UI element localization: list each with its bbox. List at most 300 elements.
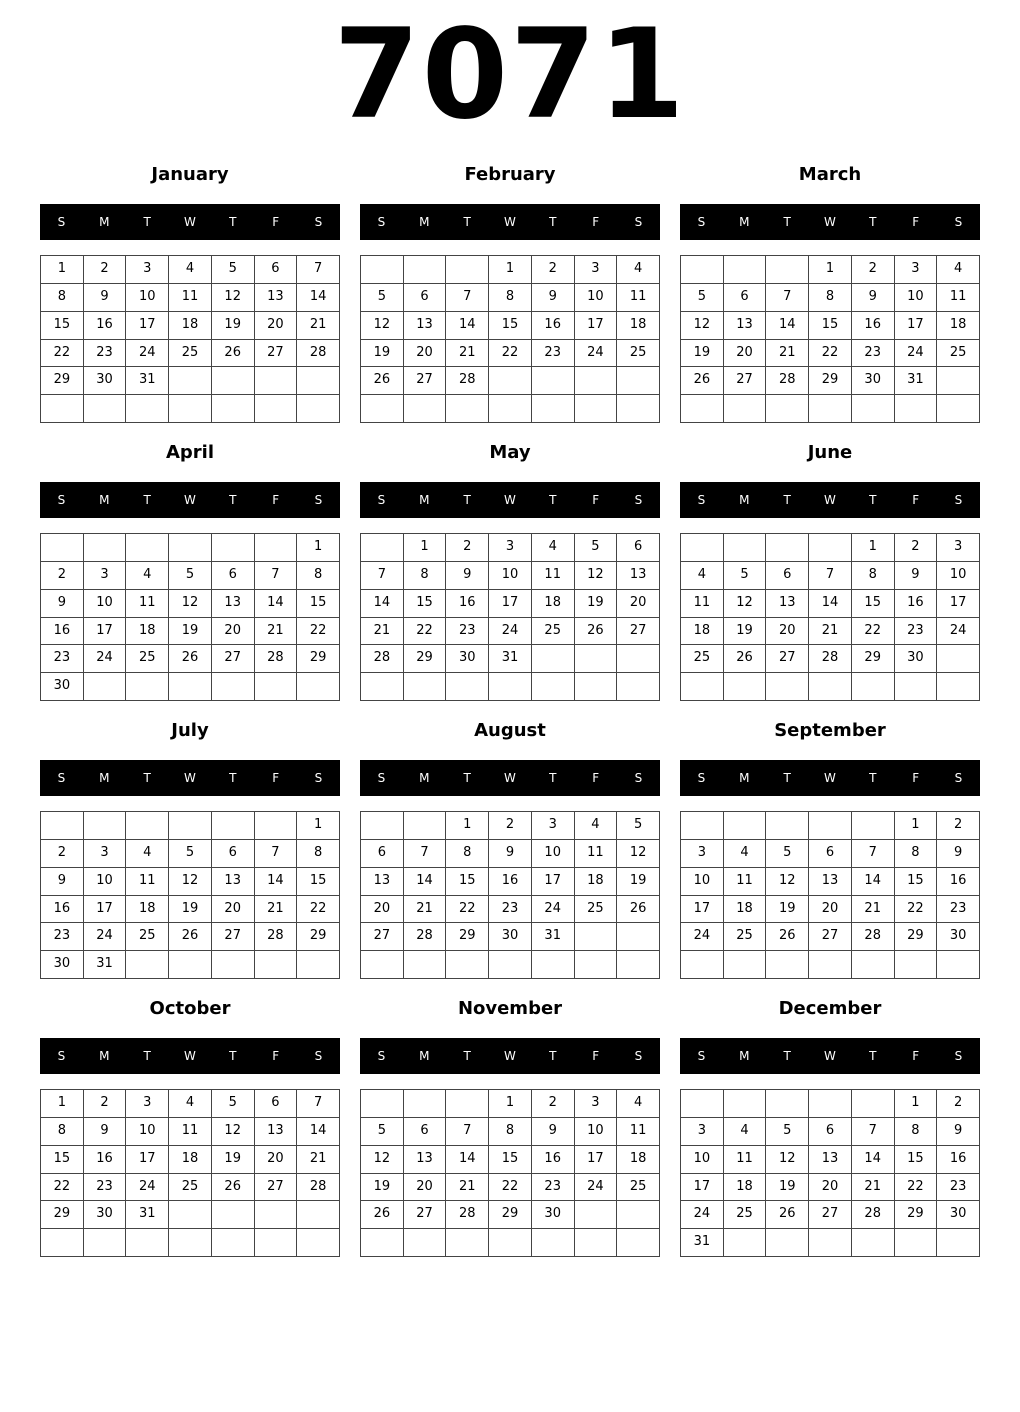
- weekday-label: T: [463, 771, 471, 785]
- day-cell: 27: [617, 618, 660, 646]
- day-cell: 5: [575, 534, 618, 562]
- empty-day-cell: [84, 395, 127, 423]
- weekday-label: S: [377, 215, 386, 229]
- day-cell: 9: [41, 868, 84, 896]
- day-cell: 14: [766, 312, 809, 340]
- empty-day-cell: [895, 951, 938, 979]
- days-grid: [40, 255, 340, 423]
- weekday-label: F: [272, 1049, 280, 1063]
- weekday-label: T: [783, 493, 791, 507]
- day-cell: 25: [724, 1201, 767, 1229]
- empty-day-cell: [766, 534, 809, 562]
- day-cell: 15: [297, 868, 340, 896]
- weekday-label: S: [697, 1049, 706, 1063]
- empty-day-cell: [489, 673, 532, 701]
- day-cell: 21: [446, 1174, 489, 1202]
- day-cell: 6: [404, 284, 447, 312]
- day-cell: 13: [809, 868, 852, 896]
- day-cell: 28: [297, 340, 340, 368]
- empty-day-cell: [681, 951, 724, 979]
- day-cell: 26: [169, 923, 212, 951]
- month-april: [40, 438, 340, 708]
- empty-day-cell: [212, 951, 255, 979]
- day-cell: 12: [617, 840, 660, 868]
- day-cell: 4: [617, 1090, 660, 1118]
- day-cell: 26: [212, 340, 255, 368]
- day-cell: 16: [41, 896, 84, 924]
- day-cell: 2: [532, 256, 575, 284]
- day-cell: 23: [895, 618, 938, 646]
- day-cell: 12: [169, 868, 212, 896]
- day-cell: 29: [895, 1201, 938, 1229]
- day-cell: 27: [212, 923, 255, 951]
- empty-day-cell: [84, 1229, 127, 1257]
- weekday-label: M: [419, 493, 430, 507]
- day-cell: 26: [681, 367, 724, 395]
- empty-day-cell: [255, 1229, 298, 1257]
- empty-day-cell: [84, 534, 127, 562]
- day-cell: 6: [255, 1090, 298, 1118]
- day-cell: 4: [575, 812, 618, 840]
- weekday-label: T: [143, 215, 151, 229]
- day-cell: 12: [212, 1118, 255, 1146]
- empty-day-cell: [724, 256, 767, 284]
- day-cell: 8: [297, 840, 340, 868]
- day-cell: 5: [766, 840, 809, 868]
- day-cell: 11: [575, 840, 618, 868]
- day-cell: 12: [766, 1146, 809, 1174]
- month-january: [40, 160, 340, 430]
- day-cell: 19: [169, 896, 212, 924]
- day-cell: 4: [169, 256, 212, 284]
- weekday-label: S: [954, 493, 963, 507]
- day-cell: 29: [489, 1201, 532, 1229]
- day-cell: 29: [404, 645, 447, 673]
- day-cell: 15: [895, 868, 938, 896]
- weekday-label: T: [783, 215, 791, 229]
- weekday-header: [680, 760, 980, 796]
- empty-day-cell: [617, 1201, 660, 1229]
- days-grid: [360, 1089, 660, 1257]
- day-cell: 25: [169, 1174, 212, 1202]
- month-november: [360, 994, 660, 1264]
- day-cell: 11: [724, 1146, 767, 1174]
- day-cell: 1: [41, 256, 84, 284]
- empty-day-cell: [852, 951, 895, 979]
- day-cell: 16: [532, 312, 575, 340]
- empty-day-cell: [212, 367, 255, 395]
- empty-day-cell: [446, 1090, 489, 1118]
- day-cell: 26: [575, 618, 618, 646]
- day-cell: 18: [575, 868, 618, 896]
- empty-day-cell: [575, 395, 618, 423]
- empty-day-cell: [681, 812, 724, 840]
- day-cell: 27: [724, 367, 767, 395]
- day-cell: 15: [41, 1146, 84, 1174]
- empty-day-cell: [724, 395, 767, 423]
- weekday-header: [40, 204, 340, 240]
- day-cell: 19: [766, 1174, 809, 1202]
- empty-day-cell: [724, 1090, 767, 1118]
- day-cell: 8: [895, 1118, 938, 1146]
- weekday-label: T: [549, 1049, 557, 1063]
- day-cell: 4: [724, 1118, 767, 1146]
- day-cell: 20: [809, 1174, 852, 1202]
- empty-day-cell: [212, 534, 255, 562]
- month-title: March: [798, 164, 862, 185]
- day-cell: 30: [84, 367, 127, 395]
- empty-day-cell: [809, 951, 852, 979]
- day-cell: 26: [724, 645, 767, 673]
- weekday-label: T: [869, 1049, 877, 1063]
- empty-day-cell: [809, 673, 852, 701]
- day-cell: 24: [575, 340, 618, 368]
- empty-day-cell: [446, 1229, 489, 1257]
- weekday-header: [680, 204, 980, 240]
- weekday-label: T: [783, 771, 791, 785]
- day-cell: 29: [895, 923, 938, 951]
- month-title: May: [489, 442, 531, 463]
- empty-day-cell: [126, 812, 169, 840]
- day-cell: 28: [297, 1174, 340, 1202]
- day-cell: 22: [41, 340, 84, 368]
- empty-day-cell: [212, 1201, 255, 1229]
- day-cell: 2: [532, 1090, 575, 1118]
- day-cell: 16: [489, 868, 532, 896]
- empty-day-cell: [255, 1201, 298, 1229]
- day-cell: 6: [404, 1118, 447, 1146]
- day-cell: 21: [255, 896, 298, 924]
- day-cell: 2: [41, 840, 84, 868]
- day-cell: 3: [84, 562, 127, 590]
- day-cell: 28: [361, 645, 404, 673]
- weekday-label: W: [184, 1049, 196, 1063]
- empty-day-cell: [617, 367, 660, 395]
- day-cell: 6: [212, 840, 255, 868]
- empty-day-cell: [361, 1090, 404, 1118]
- day-cell: 7: [852, 1118, 895, 1146]
- day-cell: 25: [532, 618, 575, 646]
- weekday-label: M: [739, 493, 750, 507]
- day-cell: 18: [681, 618, 724, 646]
- day-cell: 14: [809, 590, 852, 618]
- empty-day-cell: [41, 1229, 84, 1257]
- month-title: June: [807, 442, 853, 463]
- day-cell: 10: [681, 1146, 724, 1174]
- empty-day-cell: [446, 673, 489, 701]
- day-cell: 18: [126, 896, 169, 924]
- day-cell: 3: [126, 1090, 169, 1118]
- empty-day-cell: [489, 367, 532, 395]
- day-cell: 4: [724, 840, 767, 868]
- weekday-label: T: [549, 493, 557, 507]
- day-cell: 16: [937, 868, 980, 896]
- day-cell: 13: [766, 590, 809, 618]
- day-cell: 8: [41, 284, 84, 312]
- empty-day-cell: [212, 1229, 255, 1257]
- empty-day-cell: [255, 395, 298, 423]
- month-february: [360, 160, 660, 430]
- day-cell: 4: [681, 562, 724, 590]
- day-cell: 15: [489, 312, 532, 340]
- day-cell: 12: [766, 868, 809, 896]
- day-cell: 29: [297, 645, 340, 673]
- month-september: [680, 716, 980, 986]
- day-cell: 23: [852, 340, 895, 368]
- day-cell: 9: [41, 590, 84, 618]
- weekday-label: T: [229, 215, 237, 229]
- empty-day-cell: [255, 534, 298, 562]
- days-grid: [360, 811, 660, 979]
- day-cell: 14: [852, 868, 895, 896]
- empty-day-cell: [937, 367, 980, 395]
- empty-day-cell: [169, 951, 212, 979]
- day-cell: 3: [681, 840, 724, 868]
- day-cell: 14: [404, 868, 447, 896]
- day-cell: 3: [532, 812, 575, 840]
- empty-day-cell: [766, 951, 809, 979]
- month-may: [360, 438, 660, 708]
- day-cell: 21: [852, 1174, 895, 1202]
- day-cell: 5: [681, 284, 724, 312]
- day-cell: 15: [489, 1146, 532, 1174]
- empty-day-cell: [937, 951, 980, 979]
- weekday-label: S: [634, 1049, 643, 1063]
- weekday-label: M: [419, 1049, 430, 1063]
- empty-day-cell: [169, 812, 212, 840]
- day-cell: 22: [446, 896, 489, 924]
- empty-day-cell: [297, 951, 340, 979]
- day-cell: 30: [41, 673, 84, 701]
- empty-day-cell: [681, 256, 724, 284]
- day-cell: 10: [575, 284, 618, 312]
- day-cell: 28: [766, 367, 809, 395]
- day-cell: 12: [361, 312, 404, 340]
- day-cell: 17: [937, 590, 980, 618]
- day-cell: 9: [532, 284, 575, 312]
- empty-day-cell: [41, 812, 84, 840]
- weekday-header: [360, 204, 660, 240]
- day-cell: 18: [724, 896, 767, 924]
- weekday-header: [680, 482, 980, 518]
- day-cell: 17: [575, 1146, 618, 1174]
- day-cell: 1: [852, 534, 895, 562]
- day-cell: 10: [937, 562, 980, 590]
- day-cell: 16: [852, 312, 895, 340]
- day-cell: 16: [532, 1146, 575, 1174]
- day-cell: 9: [446, 562, 489, 590]
- empty-day-cell: [532, 673, 575, 701]
- day-cell: 20: [255, 312, 298, 340]
- empty-day-cell: [575, 951, 618, 979]
- day-cell: 13: [212, 590, 255, 618]
- empty-day-cell: [681, 395, 724, 423]
- day-cell: 1: [404, 534, 447, 562]
- weekday-label: S: [314, 493, 323, 507]
- day-cell: 7: [446, 284, 489, 312]
- empty-day-cell: [575, 673, 618, 701]
- month-title: September: [774, 720, 886, 741]
- day-cell: 1: [489, 1090, 532, 1118]
- month-title: April: [165, 442, 215, 463]
- day-cell: 24: [532, 896, 575, 924]
- day-cell: 22: [895, 896, 938, 924]
- empty-day-cell: [766, 395, 809, 423]
- day-cell: 3: [84, 840, 127, 868]
- day-cell: 10: [84, 868, 127, 896]
- weekday-label: T: [463, 493, 471, 507]
- empty-day-cell: [681, 1090, 724, 1118]
- day-cell: 18: [126, 618, 169, 646]
- day-cell: 30: [852, 367, 895, 395]
- day-cell: 26: [361, 1201, 404, 1229]
- weekday-header: [360, 482, 660, 518]
- day-cell: 27: [404, 1201, 447, 1229]
- weekday-label: S: [57, 1049, 66, 1063]
- day-cell: 9: [895, 562, 938, 590]
- empty-day-cell: [297, 1201, 340, 1229]
- day-cell: 17: [681, 1174, 724, 1202]
- day-cell: 23: [41, 645, 84, 673]
- day-cell: 9: [489, 840, 532, 868]
- day-cell: 23: [489, 896, 532, 924]
- empty-day-cell: [212, 395, 255, 423]
- day-cell: 23: [446, 618, 489, 646]
- weekday-label: W: [504, 771, 516, 785]
- day-cell: 2: [84, 1090, 127, 1118]
- weekday-label: W: [504, 493, 516, 507]
- empty-day-cell: [361, 951, 404, 979]
- day-cell: 8: [489, 284, 532, 312]
- empty-day-cell: [169, 1229, 212, 1257]
- day-cell: 29: [41, 1201, 84, 1229]
- weekday-label: T: [463, 1049, 471, 1063]
- day-cell: 24: [126, 340, 169, 368]
- empty-day-cell: [575, 1201, 618, 1229]
- day-cell: 16: [41, 618, 84, 646]
- weekday-label: S: [57, 771, 66, 785]
- day-cell: 6: [617, 534, 660, 562]
- day-cell: 7: [255, 840, 298, 868]
- day-cell: 18: [532, 590, 575, 618]
- weekday-label: M: [739, 1049, 750, 1063]
- weekday-label: S: [697, 493, 706, 507]
- weekday-label: F: [592, 215, 600, 229]
- empty-day-cell: [489, 1229, 532, 1257]
- day-cell: 22: [809, 340, 852, 368]
- day-cell: 14: [255, 590, 298, 618]
- day-cell: 6: [255, 256, 298, 284]
- day-cell: 19: [724, 618, 767, 646]
- day-cell: 10: [575, 1118, 618, 1146]
- weekday-label: S: [314, 215, 323, 229]
- day-cell: 24: [489, 618, 532, 646]
- day-cell: 21: [766, 340, 809, 368]
- weekday-label: W: [504, 1049, 516, 1063]
- day-cell: 14: [297, 284, 340, 312]
- weekday-label: S: [954, 1049, 963, 1063]
- day-cell: 20: [404, 340, 447, 368]
- day-cell: 8: [446, 840, 489, 868]
- empty-day-cell: [766, 812, 809, 840]
- empty-day-cell: [724, 951, 767, 979]
- weekday-header: [680, 1038, 980, 1074]
- weekday-label: S: [57, 493, 66, 507]
- day-cell: 1: [297, 534, 340, 562]
- day-cell: 30: [937, 923, 980, 951]
- day-cell: 9: [84, 1118, 127, 1146]
- day-cell: 25: [617, 340, 660, 368]
- empty-day-cell: [84, 673, 127, 701]
- day-cell: 30: [937, 1201, 980, 1229]
- day-cell: 1: [809, 256, 852, 284]
- day-cell: 14: [361, 590, 404, 618]
- day-cell: 22: [852, 618, 895, 646]
- day-cell: 21: [255, 618, 298, 646]
- empty-day-cell: [255, 673, 298, 701]
- day-cell: 13: [255, 1118, 298, 1146]
- day-cell: 6: [361, 840, 404, 868]
- day-cell: 29: [446, 923, 489, 951]
- day-cell: 20: [766, 618, 809, 646]
- day-cell: 25: [724, 923, 767, 951]
- day-cell: 2: [489, 812, 532, 840]
- day-cell: 31: [84, 951, 127, 979]
- day-cell: 1: [297, 812, 340, 840]
- weekday-header: [40, 1038, 340, 1074]
- year-title: 7071: [333, 3, 687, 147]
- day-cell: 28: [809, 645, 852, 673]
- day-cell: 17: [84, 618, 127, 646]
- day-cell: 19: [681, 340, 724, 368]
- day-cell: 29: [809, 367, 852, 395]
- day-cell: 25: [681, 645, 724, 673]
- day-cell: 6: [766, 562, 809, 590]
- day-cell: 1: [895, 1090, 938, 1118]
- empty-day-cell: [404, 256, 447, 284]
- empty-day-cell: [852, 1090, 895, 1118]
- day-cell: 5: [766, 1118, 809, 1146]
- weekday-label: S: [697, 771, 706, 785]
- weekday-label: T: [549, 215, 557, 229]
- empty-day-cell: [126, 951, 169, 979]
- day-cell: 7: [297, 256, 340, 284]
- empty-day-cell: [404, 1229, 447, 1257]
- weekday-label: T: [869, 771, 877, 785]
- empty-day-cell: [532, 645, 575, 673]
- weekday-label: T: [143, 771, 151, 785]
- day-cell: 19: [361, 1174, 404, 1202]
- day-cell: 24: [575, 1174, 618, 1202]
- empty-day-cell: [404, 395, 447, 423]
- day-cell: 10: [126, 284, 169, 312]
- day-cell: 22: [41, 1174, 84, 1202]
- day-cell: 3: [126, 256, 169, 284]
- day-cell: 13: [617, 562, 660, 590]
- day-cell: 9: [937, 840, 980, 868]
- day-cell: 8: [809, 284, 852, 312]
- weekday-label: T: [143, 493, 151, 507]
- day-cell: 27: [809, 1201, 852, 1229]
- day-cell: 2: [937, 812, 980, 840]
- empty-day-cell: [895, 673, 938, 701]
- day-cell: 2: [895, 534, 938, 562]
- day-cell: 13: [809, 1146, 852, 1174]
- day-cell: 24: [681, 1201, 724, 1229]
- empty-day-cell: [937, 673, 980, 701]
- day-cell: 17: [895, 312, 938, 340]
- weekday-label: W: [824, 493, 836, 507]
